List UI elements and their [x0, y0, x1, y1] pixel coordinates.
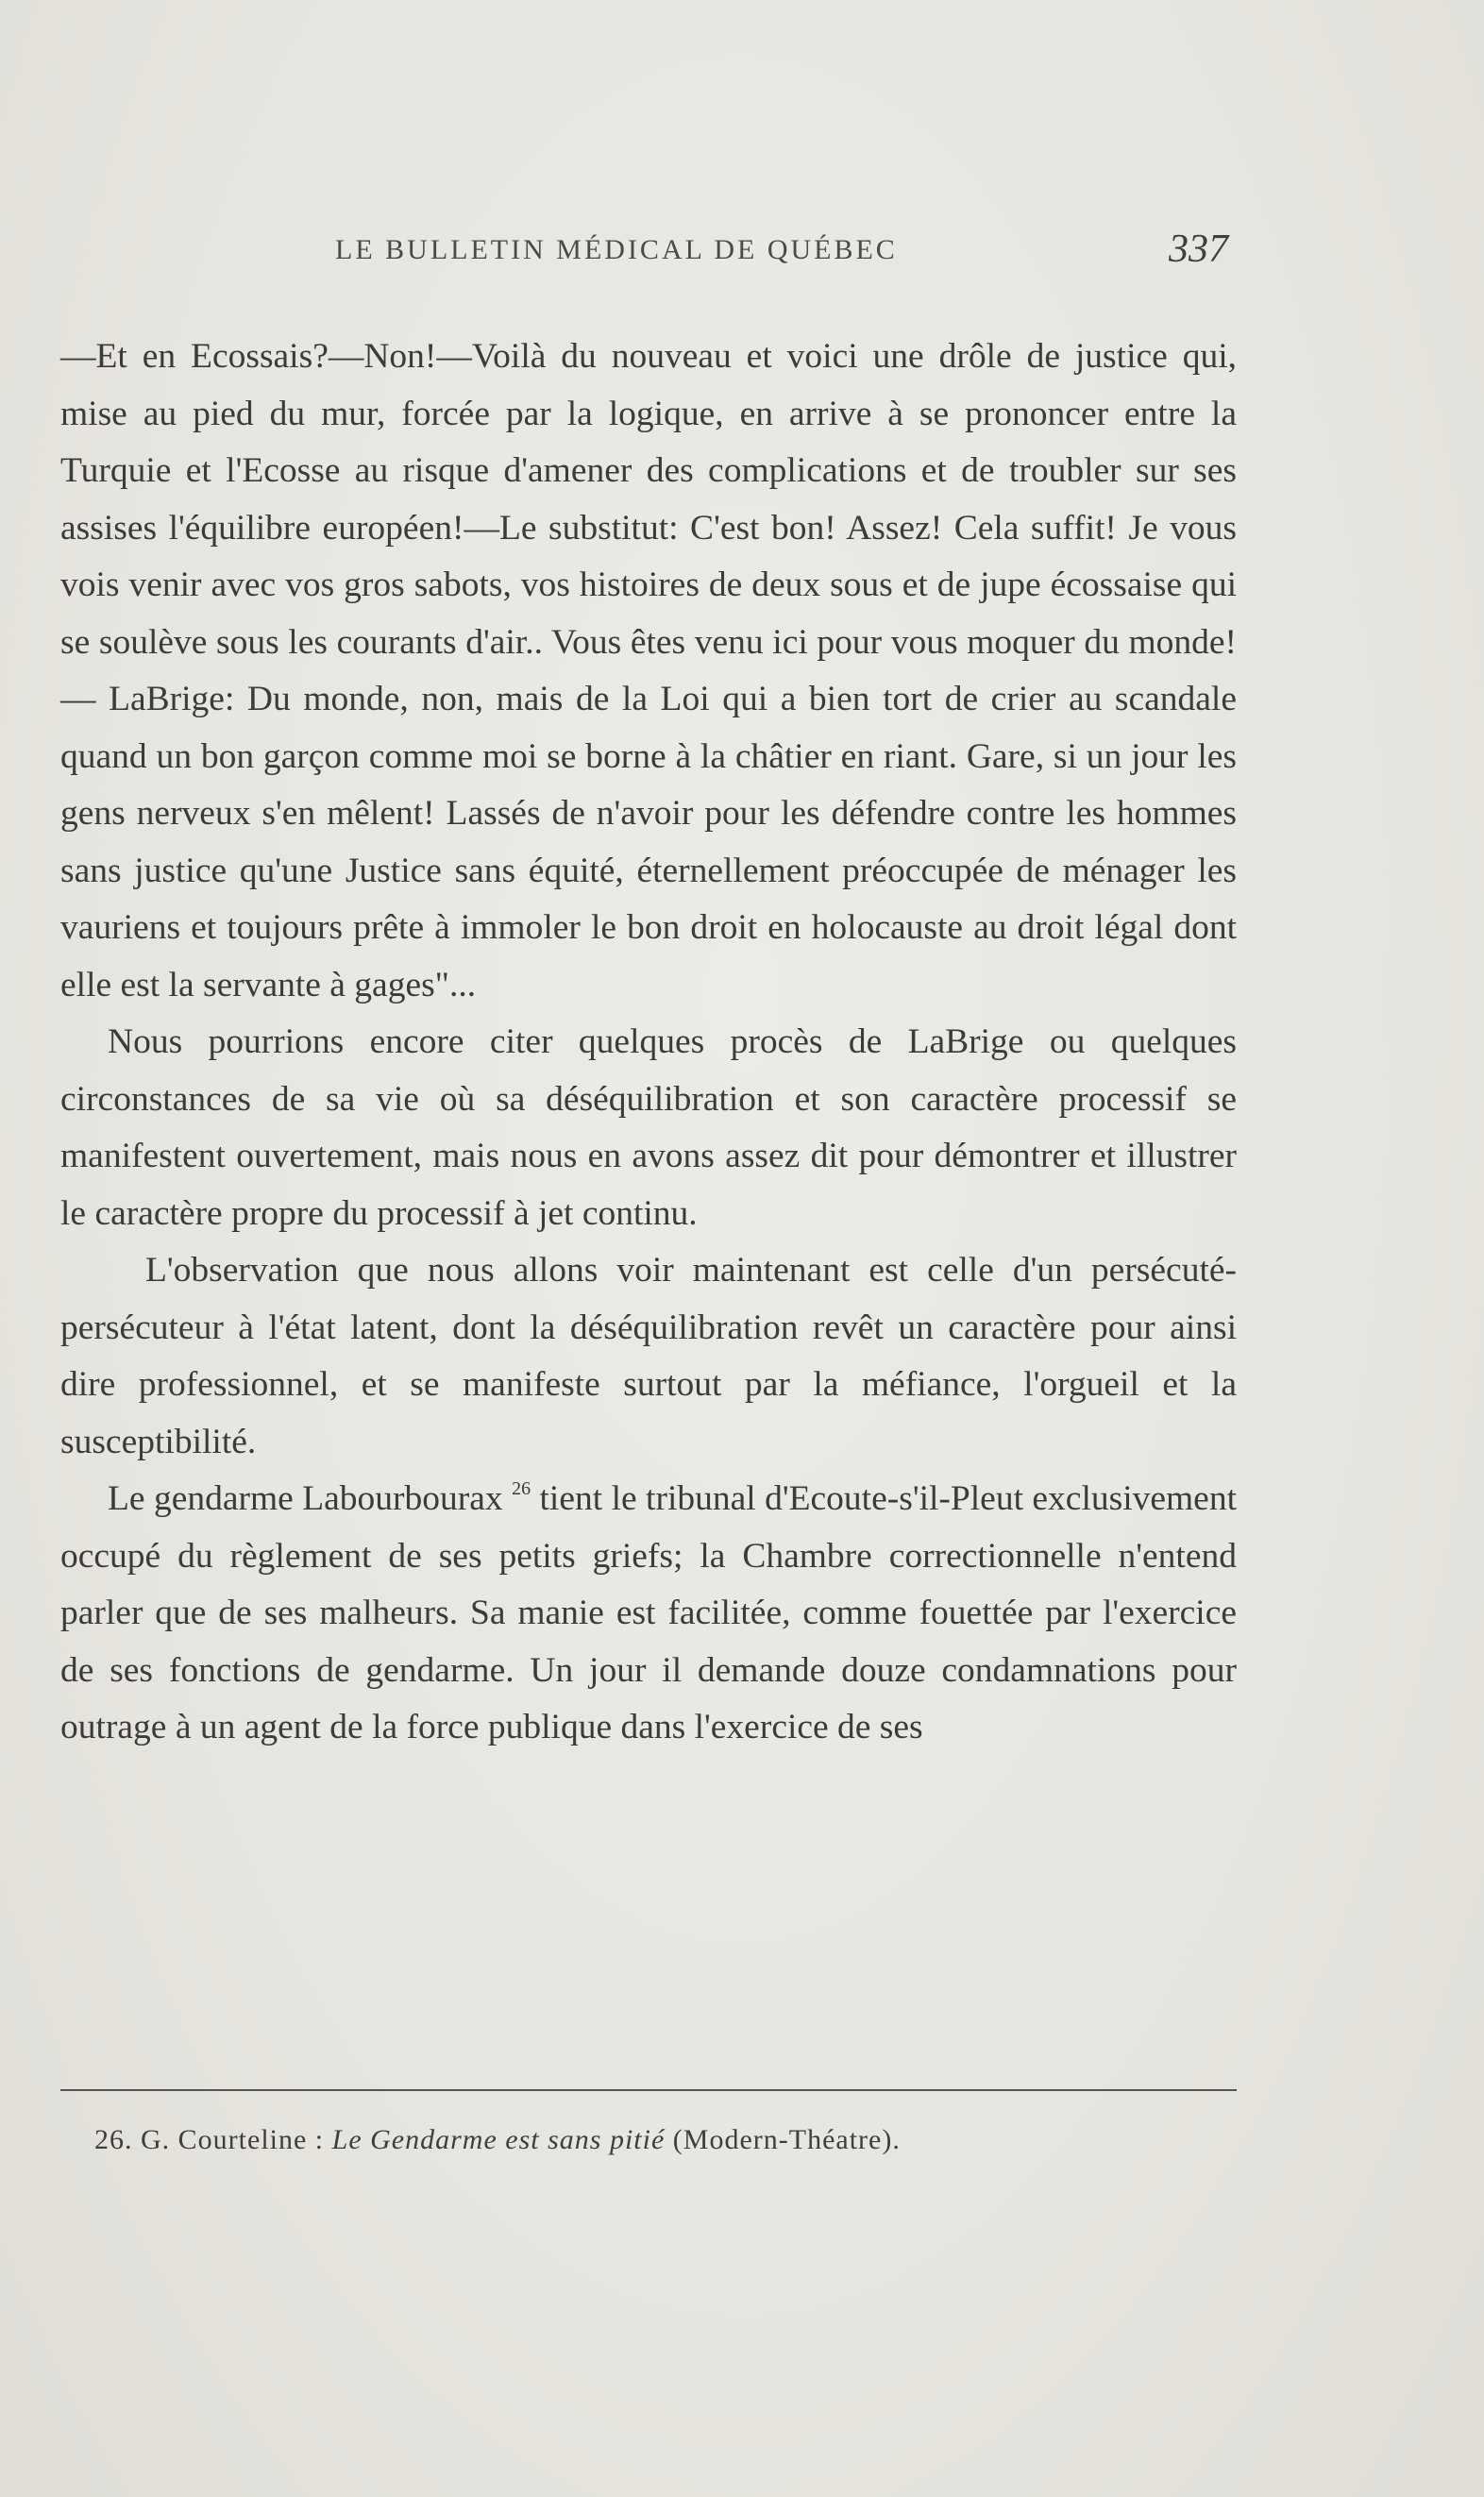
- page-number: 337: [1169, 228, 1228, 271]
- paragraph-4: [60, 1471, 1237, 1757]
- paragraph-4-lead: Le gendarme Labourbourax: [108, 1479, 503, 1518]
- running-head: LE BULLETIN MÉDICAL DE QUÉBEC: [335, 234, 898, 265]
- footnote-reference[interactable]: 26: [512, 1478, 531, 1499]
- footnote-number: 26.: [94, 2124, 133, 2155]
- paragraph-1: —Et en Ecossais?—Non!—Voilà du nouveau et voici une drôle de justice qui, mise au pied du mur, forcée par la logique, en arrive à se prononcer entre la Turquie et l'Ecosse au risque d'amener des complications et de troubler sur ses assises l'équilibre européen!—Le substitut: C'est bon! Assez! Cela suffit! Je vous vois venir avec vos gros sabots, vos histoires de deux sous et de jupe écossaise qui se soulève sous les courants d'air.. Vous êtes venu ici pour vous moquer du monde! — LaBrige: Du monde, non, mais de la Loi qui a bien tort de crier au scandale quand un bon garçon comme moi se borne à la châtier en riant. Gare, si un jour les gens nerveux s'en mêlent! Lassés de n'avoir pour les défendre contre les hommes sans justice qu'une Justice sans équité, éternellement préoccupée de ménager les vauriens et toujours prête à immoler le bon droit en holocauste au droit légal dont elle est la servante à gages"...: [60, 337, 1237, 1004]
- paragraph-2: Nous pourrions encore citer quelques procès de LaBrige ou quelques circonstances de sa vie où sa déséquilibration et son caractère processif se manifestent ouvertement, mais nous en avons assez dit pour démontrer et illustrer le caractère propre du processif à jet continu.: [60, 1022, 1237, 1233]
- footnote-divider: [60, 2089, 1237, 2091]
- paragraph-4-text: tient le tribunal d'Ecoute-s'il-Pleut exclusivement occupé du règlement de ses petits griefs; la Chambre correctionnelle n'entend parler que de ses malheurs. Sa manie est facilitée, comme fouettée par l'exercice de ses fonctions de gendarme. Un jour il demande douze condamnations pour outrage à un agent de la force publique dans l'exercice de ses: [60, 1479, 1237, 1746]
- footnote-source: (Modern-Théatre).: [672, 2124, 901, 2155]
- body-text: [60, 329, 1237, 1757]
- footnote-title: Le Gendarme est sans pitié: [331, 2124, 666, 2155]
- footnote: [94, 2124, 901, 2156]
- footnote-author: G. Courteline :: [141, 2124, 325, 2155]
- paragraph-3: L'observation que nous allons voir maintenant est celle d'un persécuté-persécuteur à l'état latent, dont la déséquilibration revêt un caractère pour ainsi dire professionnel, et se manifeste surtout par la méfiance, l'orgueil et la susceptibilité.: [60, 1251, 1237, 1461]
